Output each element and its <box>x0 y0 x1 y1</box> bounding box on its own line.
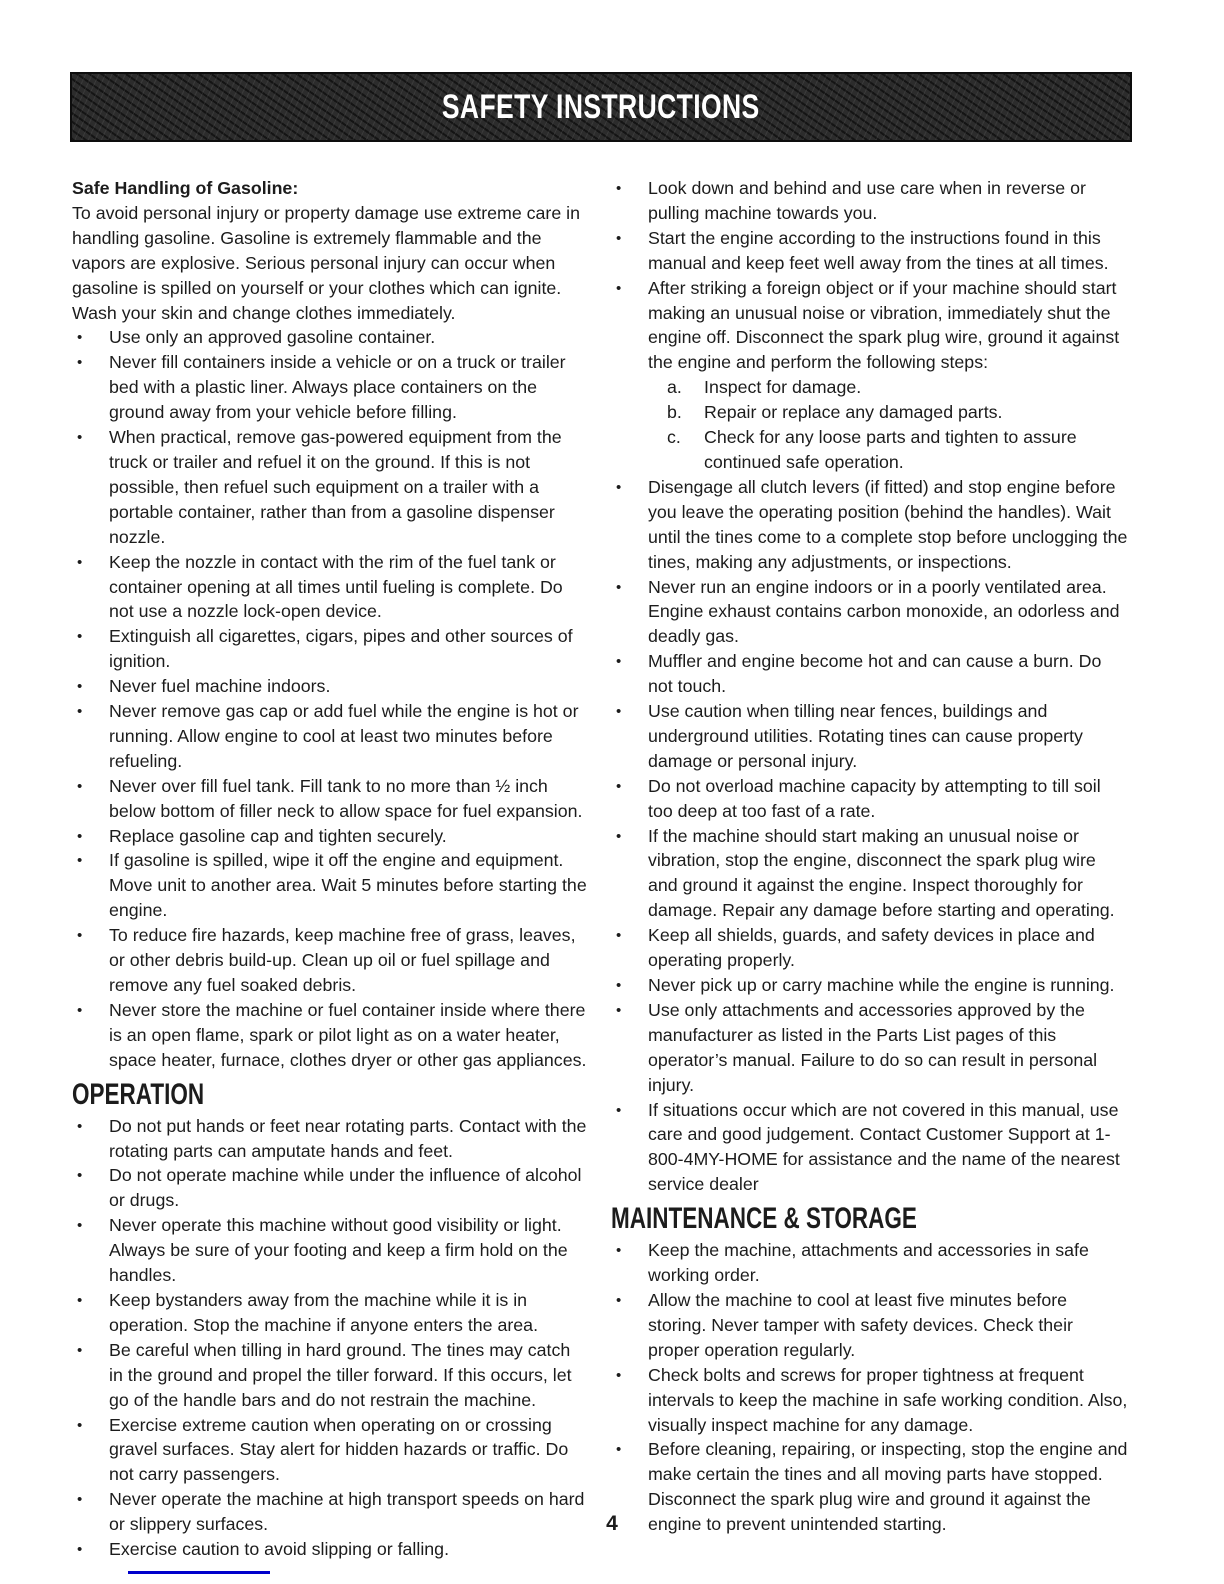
list-item-text: Before cleaning, repairing, or inspecting, stop the engine and make certain the tines and all moving parts have stopped. Disconnect the spark plug wire and ground it against the engine to prevent unintended starting. <box>648 1439 1128 1535</box>
step-item <box>667 425 1128 475</box>
list-item-text: Exercise extreme caution when operating on or crossing gravel surfaces. Stay alert for hidden hazards or traffic. Do not carry passengers. <box>109 1414 569 1485</box>
gasoline-list <box>72 325 589 1072</box>
list-item <box>72 699 589 774</box>
list-item <box>611 699 1128 774</box>
maintenance-heading-text: MAINTENANCE & STORAGE <box>611 1202 917 1236</box>
list-item-text: If the machine should start making an unusual noise or vibration, stop the engine, disconnect the spark plug wire and ground it against the engine. Inspect thoroughly for damage. Repair any damage before starting and operating. <box>648 825 1115 921</box>
list-item-text: Never pick up or carry machine while the engine is running. <box>648 975 1115 995</box>
list-item-text: When practical, remove gas-powered equipment from the truck or trailer and refuel it on the ground. If this is not possible, then refuel such equipment on a trailer with a portable container, rather than from a gasoline dispenser nozzle. <box>109 427 562 547</box>
list-item-text: Never store the machine or fuel container inside where there is an open flame, spark or pilot light as on a water heater, space heater, furnace, clothes dryer or other gas appliances. <box>109 999 587 1070</box>
list-item-text: Exercise caution to avoid slipping or falling. <box>109 1539 450 1560</box>
list-item <box>72 1537 589 1562</box>
list-item-text: Allow the machine to cool at least five minutes before storing. Never tamper with safety devices. Check their proper operation regularly. <box>648 1289 1073 1360</box>
list-item-text: Replace gasoline cap and tighten securely. <box>109 825 447 846</box>
maintenance-heading <box>611 1203 1128 1235</box>
safety-list-top <box>611 176 1128 375</box>
list-item <box>72 550 589 625</box>
left-column <box>72 176 589 1562</box>
maintenance-list <box>611 1238 1128 1537</box>
list-item-text: Keep all shields, guards, and safety devices in place and operating properly. <box>648 925 1095 971</box>
list-item-text: Do not overload machine capacity by attempting to till soil too deep at too fast of a rate. <box>648 775 1101 821</box>
list-item-text: Use caution when tilling near fences, buildings and underground utilities. Rotating tines can cause property damage or personal injury. <box>648 701 1083 771</box>
list-item-text: After striking a foreign object or if your machine should start making an unusual noise or vibration, immediately shut the engine off. Disconnect the spark plug wire, ground it against the engine and perform the following steps: <box>648 277 1120 373</box>
step-text: Repair or replace any damaged parts. <box>704 402 1003 423</box>
list-item-text: Muffler and engine become hot and can cause a burn. Do not touch. <box>648 651 1102 697</box>
list-item-text: Use only an approved gasoline container. <box>109 327 436 348</box>
list-item <box>72 425 589 550</box>
list-item <box>72 1413 589 1488</box>
list-item-text: Disengage all clutch levers (if fitted) and stop engine before you leave the operating position (behind the handles). Wait until the tines come to a complete stop before unclogging the tines, making any adjustments, or inspections. <box>648 476 1128 572</box>
list-item <box>611 475 1128 575</box>
page-content <box>72 176 1128 1562</box>
list-item-text: Extinguish all cigarettes, cigars, pipes and other sources of ignition. <box>109 626 573 672</box>
list-item-text: Never run an engine indoors or in a poorly ventilated area. Engine exhaust contains carbon monoxide, an odorless and deadly gas. <box>648 576 1120 647</box>
list-item <box>72 350 589 425</box>
safety-list-bottom <box>611 475 1128 1197</box>
list-item-text: Never operate the machine at high transport speeds on hard or slippery surfaces. <box>109 1489 585 1535</box>
list-item-text: Never operate this machine without good visibility or light. Always be sure of your footing and keep a firm hold on the handles. <box>109 1215 568 1286</box>
list-item <box>72 998 589 1073</box>
list-item <box>72 1213 589 1288</box>
list-item <box>72 624 589 674</box>
list-item-text: If gasoline is spilled, wipe it off the engine and equipment. Move unit to another area. Wait 5 minutes before starting the engine. <box>109 850 587 921</box>
list-item <box>611 824 1128 924</box>
page-number: 4 <box>606 1512 618 1535</box>
list-item <box>611 1363 1128 1438</box>
list-item <box>611 226 1128 276</box>
list-item <box>611 774 1128 824</box>
list-item <box>72 1338 589 1413</box>
list-item-text: Keep the nozzle in contact with the rim of the fuel tank or container opening at all times until fueling is complete. Do not use a nozzle lock-open device. <box>109 551 563 622</box>
list-item <box>611 1238 1128 1288</box>
list-item-text: Be careful when tilling in hard ground. The tines may catch in the ground and propel the tiller forward. If this occurs, let go of the handle bars and do not restrain the machine. <box>109 1339 572 1410</box>
right-column <box>611 176 1128 1562</box>
step-text: Inspect for damage. <box>704 377 862 398</box>
list-item <box>72 923 589 998</box>
list-item-text: Look down and behind and use care when in reverse or pulling machine towards you. <box>648 178 1086 223</box>
list-item-text: Never remove gas cap or add fuel while the engine is hot or running. Allow engine to cool at least two minutes before refueling. <box>109 701 579 771</box>
safety-banner <box>70 72 1132 142</box>
list-item <box>611 649 1128 699</box>
list-item-text: To reduce fire hazards, keep machine free of grass, leaves, or other debris build-up. Clean up oil or fuel spillage and remove any fuel soaked debris. <box>109 925 576 995</box>
step-label: a. <box>667 377 682 398</box>
list-item <box>72 325 589 350</box>
gasoline-heading: Safe Handling of Gasoline: <box>72 178 299 198</box>
list-item <box>611 276 1128 376</box>
list-item <box>72 824 589 849</box>
list-item <box>72 674 589 699</box>
list-item <box>611 973 1128 998</box>
list-item-text: Keep bystanders away from the machine while it is in operation. Stop the machine if anyone enters the area. <box>109 1289 539 1335</box>
footer-accent-line <box>128 1571 270 1574</box>
list-item <box>72 774 589 824</box>
list-item <box>72 1163 589 1213</box>
striking-steps <box>611 375 1128 475</box>
list-item-text: Never fill containers inside a vehicle or on a truck or trailer bed with a plastic liner. Always place containers on the ground away from your vehicle before filling. <box>109 352 566 423</box>
list-item-text: Do not put hands or feet near rotating parts. Contact with the rotating parts can amputate hands and feet. <box>109 1115 587 1161</box>
list-item <box>611 998 1128 1098</box>
list-item <box>611 923 1128 973</box>
operation-list <box>72 1114 589 1562</box>
list-item <box>72 1114 589 1164</box>
list-item-text: Do not operate machine while under the influence of alcohol or drugs. <box>109 1165 582 1211</box>
banner-title: SAFETY INSTRUCTIONS <box>442 87 760 126</box>
step-item <box>667 400 1128 425</box>
list-item-text: Never over fill fuel tank. Fill tank to no more than ½ inch below bottom of filler neck to allow space for fuel expansion. <box>109 775 583 821</box>
gasoline-intro: To avoid personal injury or property damage use extreme care in handling gasoline. Gasoline is extremely flammable and the vapors are explosive. Serious personal injury can occur when gasoline is spilled on yourself or your clothes which can ignite. Wash your skin and change clothes immediately. <box>72 202 581 323</box>
operation-heading <box>72 1079 589 1111</box>
step-text: Check for any loose parts and tighten to assure continued safe operation. <box>704 427 1077 472</box>
list-item <box>611 1098 1128 1198</box>
list-item <box>611 1288 1128 1363</box>
list-item <box>611 575 1128 650</box>
operation-heading-text: OPERATION <box>72 1077 205 1111</box>
list-item <box>611 176 1128 226</box>
list-item-text: Keep the machine, attachments and accessories in safe working order. <box>648 1240 1089 1286</box>
step-label: c. <box>667 427 681 448</box>
list-item-text: If situations occur which are not covered in this manual, use care and good judgement. Contact Customer Support at 1-800-4MY-HOME for assistance and the name of the nearest service dealer <box>648 1099 1120 1195</box>
list-item-text: Use only attachments and accessories approved by the manufacturer as listed in the Parts List pages of this operator’s manual. Failure to do so can result in personal injury. <box>648 999 1098 1095</box>
list-item-text: Start the engine according to the instructions found in this manual and keep feet well away from the tines at all times. <box>648 227 1109 273</box>
step-item <box>667 375 1128 400</box>
list-item <box>72 1288 589 1338</box>
step-label: b. <box>667 402 682 423</box>
list-item-text: Never fuel machine indoors. <box>109 676 331 697</box>
list-item-text: Check bolts and screws for proper tightness at frequent intervals to keep the machine in safe working condition. Also, visually inspect machine for any damage. <box>648 1364 1128 1435</box>
list-item <box>72 848 589 923</box>
